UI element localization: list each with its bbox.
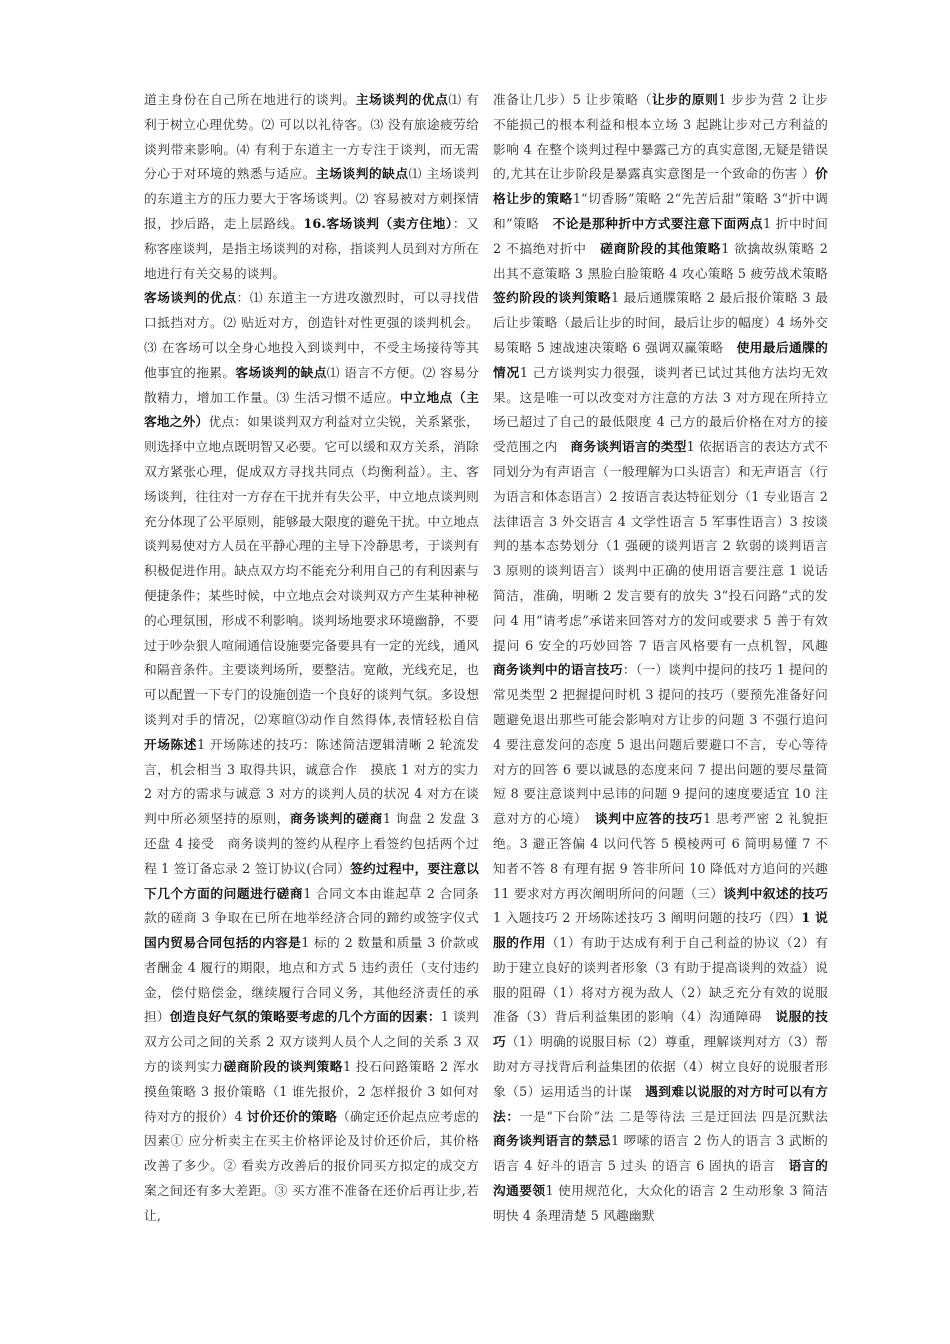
text-run: 准备让几步）5 让步策略（ <box>493 92 652 107</box>
bold-heading: 主场谈判的缺点 <box>316 166 409 182</box>
bold-heading: 主场谈判的优点 <box>355 92 449 107</box>
bold-heading: 语言的沟通要领 <box>493 1158 829 1199</box>
text-run: ：又称客座谈判，是指主场谈判的对称，指谈判人员到对方所在地进行有关交易的谈判。 <box>144 215 479 281</box>
bold-heading: 不论是那种折中方式要注意下面两点 <box>552 215 763 231</box>
text-run: 1 啰嗦的语言 2 伤人的语言 3 武断的语言 4 好斗的语言 5 过头 的语言 6 固执的语言 <box>493 1133 829 1174</box>
text-run: ⑴ 语言不方便。⑵ 容易分散精力，增加工作量。⑶ 生活习惯不适应。 <box>144 364 479 405</box>
paragraph <box>144 286 492 1228</box>
bold-heading: 谈判中叙述的技巧 <box>723 885 828 901</box>
bold-heading: 商务谈判语言的禁忌 <box>493 1133 611 1149</box>
bold-heading: 使用最后通牒的情况 <box>493 339 828 380</box>
bold-heading: 开场陈述 <box>144 736 198 752</box>
bold-heading: 磋商阶段的其他策略 <box>600 240 722 256</box>
bold-heading: 1 说服的作用 <box>493 910 828 951</box>
bold-heading: 让步的原则 <box>651 92 719 107</box>
text-run: 1 步步为营 2 让步不能损己的根本利益和根本立场 3 起跳让步对己方利益的影响 4 在整个谈判过程中暴露己方的真实意图,无疑是错误的,尤其在让步阶段是暴露真实意图是一个致命的伤害 ） <box>493 92 828 182</box>
text-run: 1 投石问路策略 2 浑水摸鱼策略 3 报价策略（1 谁先报价，2 怎样报价 3 如何对待对方的报价）4 <box>144 1059 479 1124</box>
bold-heading: 遇到难以说服的对方时可以有方法： <box>493 1083 828 1124</box>
text-run: 一是“下台阶”法 二是等待法 三是迂回法 四是沉默法 <box>519 1108 841 1124</box>
bold-heading: 商务谈判中的语言技巧 <box>493 662 623 678</box>
bold-heading: 签约过程中，要注意以下几个方面的问题进行磋商 <box>144 860 479 901</box>
text-run: ：（一）谈判中提问的技巧 1 提问的常见类型 2 把握提问时机 3 提问的技巧（要预先准备好问题避免退出那些可能会影响对方让步的问题 3 不强行追问 4 要注意发问的态度 5 退出问题后要避口不言，专心等待对方的回答 6 要以诚恳的态度来问 7 提出问题的要尽量简短 8 要注意谈判中忌讳的问题 9 提问的速度要适宜 10 注意对方的心境） <box>493 662 828 827</box>
paragraph <box>493 88 841 1229</box>
bold-heading: 客场谈判的优点 <box>144 290 237 306</box>
text-run: 1 谈判双方公司之间的关系 2 双方谈判人员个人之间的关系 3 双方的谈判实力 <box>144 1009 479 1075</box>
text-run: 1 询盘 2 发盘 3 还盘 4 接受 商务谈判的签约从程序上看签约包括两个过程 1 签订备忘录 2 签订协议(合同） <box>144 811 479 876</box>
bold-heading: 创造良好气氛的策略要考虑的几个方面的因素： <box>169 1009 441 1025</box>
left-column <box>144 88 492 1223</box>
text-run: 1 思考严密 2 礼貌拒绝。3 避正答偏 4 以问代答 5 模棱两可 6 简明易懂 7 不知者不答 8 有理有据 9 答非所问 10 降低对方追问的兴趣 11 要求对方再次阐明所问的问题（三） <box>493 811 829 901</box>
bold-heading: 中立地点（主客地之外） <box>144 389 479 430</box>
bold-heading: 国内贸易合同包括的内容是 <box>144 935 302 951</box>
text-run: 1 欲擒故纵策略 2 出其不意策略 3 黑脸白脸策略 4 攻心策略 5 疲劳战术策略 <box>493 240 841 281</box>
right-column <box>493 88 841 1223</box>
bold-heading: 签约阶段的谈判策略 <box>493 290 611 306</box>
text-run: 1 入题技巧 2 开场陈述技巧 3 阐明问题的技巧（四） <box>493 910 802 926</box>
text-run: 优点：如果谈判双方利益对立尖锐，关系紧张，则选择中立地点既明智又必要。它可以缓和双方关系，消除双方紧张心理，促成双方寻找共同点（均衡利益）。主、客场谈判，往往对一方存在干扰并有失公平，中立地点谈判则充分体现了公平原则，能够最大限度的避免干扰。中立地点谈判易使对方人员在平静心理的主导下冷静思考，于谈判有积极促进作用。缺点双方均不能充分利用自己的有利因素与便捷条件；某些时候，中立地点会对谈判双方产生某种神秘的心理氛围，形成不利影响。谈判场地要求环境幽静，不要过于吵杂狠人喧闹通信设施要完备要具有一定的光线，通风和隔音条件。主要谈判场所，要整洁。宽敞，光线充足，也可以配置一下专门的设施创造一个良好的谈判气氛。多设想谈判对手的情况，⑵寒暄⑶动作自然得体,表情轻松自信 <box>144 414 492 727</box>
bold-heading: 谈判中应答的技巧 <box>594 811 703 827</box>
text-run: 道主身份在自己所在地进行的谈判。 <box>144 92 356 107</box>
bold-heading: 16.客场谈判（卖方住地） <box>303 215 453 231</box>
text-run: ：⑴ 东道主一方进攻激烈时，可以寻找借口抵挡对方。⑵ 贴近对方，创造针对性更强的谈判机会。⑶ 在客场可以全身心地投入到谈判中，不受主场接待等其他事宜的拖累。 <box>144 290 479 380</box>
paragraph <box>144 88 479 286</box>
text-run: 1 最后通牒策略 2 最后报价策略 3 最后让步策略（最后让步的时间，最后让步的幅度）4 场外交易策略 5 速战速决策略 6 强调双赢策略 <box>493 290 829 355</box>
text-run: 1 开场陈述的技巧：陈述简洁逻辑清晰 2 轮流发言，机会相当 3 取得共识，诚意合作 摸底 1 对方的实力 2 对方的需求与诚意 3 对方的谈判人员的状况 4 对方在谈判中所必须坚持的原则， <box>144 736 479 827</box>
bold-heading: 商务谈判语言的类型 <box>570 439 687 455</box>
text-run: 1 依据语言的表达方式不同划分为有声语言（一般理解为口头语言）和无声语言（行为语言和体态语言）2 按语言表达特征划分（1 专业语言 2 法律语言 3 外交语言 4 文学性语言 5 军事性语言）3 按谈判的基本态势划分（1 强硬的谈判语言 2 软弱的谈判语言 3 原则的谈判语言）谈判中正确的使用语言要注意 1 说话简洁，准确，明晰 2 发言要有的放失 3“投石问路”式的发问 4 用“请考虑”承诺来回答对方的发问或要求 5 善于有效提问 6 安全的巧妙回答 7 语言风格要有一点机智，风趣 <box>493 439 841 653</box>
text-run: 1 己方谈判实力很强，谈判者已试过其他方法均无效果。这是唯一可以改变对方注意的方法 3 对方现在所持立场已超过了自己的最低限度 4 己方的最后价格在对方的接受范围之内 <box>493 364 828 455</box>
bold-heading: 商务谈判的磋商 <box>289 811 383 827</box>
bold-heading: 讨价还价的策略 <box>246 1108 338 1124</box>
text-run: ⑴ 主场谈判的东道主方的压力要大于客场谈判。⑵ 容易被对方刺探情报，抄后路，走上层路线。 <box>144 166 479 231</box>
text-run: （1）明确的说服目标（2）尊重，理解谈判对方（3）帮助对方寻找背后利益集团的依据（4）树立良好的说服者形象（5）运用适当的计谋 <box>493 1034 828 1099</box>
text-run: 1 合同文本由谁起草 2 合同条款的磋商 3 争取在已所在地举经济合同的蹄约或签字仪式 <box>144 885 479 926</box>
text-run: （1）有助于达成有利于自己利益的协议（2）有助于建立良好的谈判者形象（3 有助于提高谈判的效益）说服的阻碍（1）将对方视为敌人（2）缺乏充分有效的说服准备（3）背后利益集团的影响（4）沟通障碍 <box>493 935 828 1025</box>
text-run: （确定还价起点应考虑的因素① 应分析卖主在买主价格评论及讨价还价后，其价格改善了多少。② 看卖方改善后的报价同买方拟定的成交方案之间还有多大差距。③ 买方准不准备在还价后再让步,若让, <box>144 1108 479 1223</box>
text-run: 1 标的 2 数量和质量 3 价款或者酬金 4 履行的期限，地点和方式 5 违约责任（支付违约金，偿付赔偿金，继续履行合同义务，其他经济责任的承担） <box>144 935 479 1025</box>
bold-heading: 磋商阶段的谈判策略 <box>223 1059 344 1075</box>
text-run: 1“切香肠”策略 2“先苦后甜”策略 3“折中调和”策略 <box>493 191 828 231</box>
bold-heading: 客场谈判的缺点 <box>235 364 327 380</box>
bold-heading: 说服的技巧 <box>493 1009 828 1050</box>
text-run: ⑴ 有利于树立心理优势。⑵ 可以以礼待客。⑶ 没有旅途疲劳给谈判带来影响。⑷ 有利于东道主一方专注于谈判，而无需分心于对环境的熟悉与适应。 <box>144 92 479 182</box>
text-run: 1 使用规范化，大众化的语言 2 生动形象 3 简洁明快 4 条理清楚 5 风趣幽默 <box>493 1183 829 1223</box>
bold-heading: 价格让步的策略 <box>493 166 828 207</box>
text-run: 1 折中时间 2 不搞绝对折中 <box>493 215 828 256</box>
